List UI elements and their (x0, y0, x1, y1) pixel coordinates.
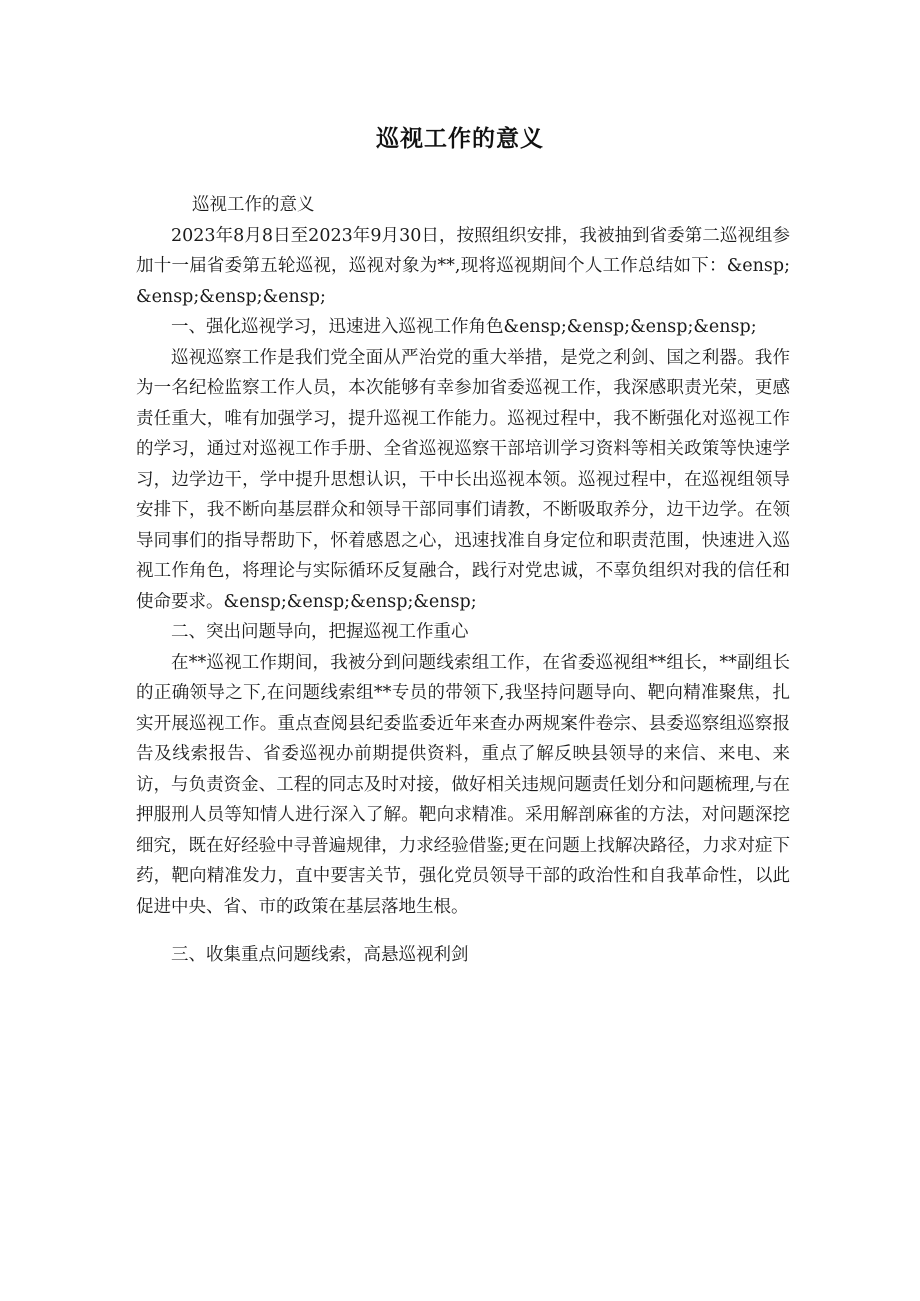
document-body (136, 190, 790, 971)
section-heading-1: 一、强化巡视学习，迅速进入巡视工作角色&ensp;&ensp;&ensp;&ensp; (171, 317, 757, 337)
section-heading-3: 三、收集重点问题线索，高悬巡视利剑 (171, 945, 469, 965)
section-2-paragraph: 在**巡视工作期间，我被分到问题线索组工作，在省委巡视组**组长，**副组长的正确领导之下,在问题线索组**专员的带领下,我坚持问题导向、靶向精准聚焦，扎实开展巡视工作。重点查阅县纪委监委近年来查办两规案件卷宗、县委巡察组巡察报告及线索报告、省委巡视办前期提供资料，重点了解反映县领导的来信、来电、来访，与负责资金、工程的同志及时对接，做好相关违规问题责任划分和问题梳理,与在押服刑人员等知情人进行深入了解。靶向求精准。采用解剖麻雀的方法，对问题深挖细究，既在好经验中寻普遍规律，力求经验借鉴;更在问题上找解决路径，力求对症下药，靶向精准发力，直中要害关节，强化党员领导干部的政治性和自我革命性，以此促进中央、省、市的政策在基层落地生根。 (136, 652, 790, 917)
intro-paragraph: 2023年8月8日至2023年9月30日，按照组织安排，我被抽到省委第二巡视组参加十一届省委第五轮巡视，巡视对象为**,现将巡视期间个人工作总结如下：&ensp;&ensp;&ensp;&ensp; (136, 225, 790, 307)
subtitle-paragraph: 巡视工作的意义 (192, 195, 315, 215)
section-heading-2: 二、突出问题导向，把握巡视工作重心 (171, 622, 469, 642)
section-1-paragraph: 巡视巡察工作是我们党全面从严治党的重大举措，是党之利剑、国之利器。我作为一名纪检监察工作人员，本次能够有幸参加省委巡视工作，我深感职责光荣，更感责任重大，唯有加强学习，提升巡视工作能力。巡视过程中，我不断强化对巡视工作的学习，通过对巡视工作手册、全省巡视巡察干部培训学习资料等相关政策等快速学习，边学边干，学中提升思想认识，干中长出巡视本领。巡视过程中，在巡视组领导安排下，我不断向基层群众和领导干部同事们请教，不断吸取养分，边干边学。在领导同事们的指导帮助下，怀着感恩之心，迅速找准自身定位和职责范围，快速进入巡视工作角色，将理论与实际循环反复融合，践行对党忠诚，不辜负组织对我的信任和使命要求。&ensp;&ensp;&ensp;&ensp; (136, 347, 790, 612)
document-title: 巡视工作的意义 (376, 126, 544, 152)
